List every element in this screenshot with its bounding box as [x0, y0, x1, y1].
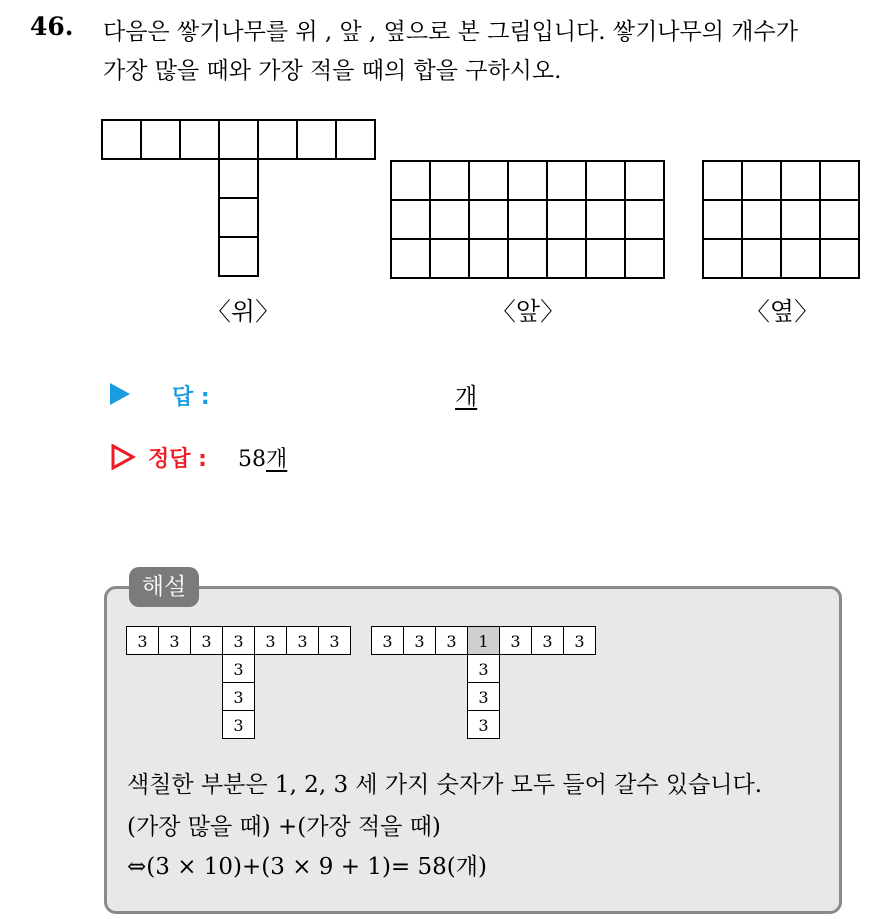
max-grid-empty: [190, 682, 223, 711]
side-view-cell: [704, 162, 743, 201]
min-grid-empty: [499, 682, 532, 711]
top-view-empty: [142, 160, 181, 199]
min-grid-empty: [435, 682, 468, 711]
question-text-line2: 가장 많을 때와 가장 적을 때의 합을 구하시오.: [103, 58, 562, 84]
solution-min-grid: [372, 627, 596, 739]
front-view-cell: [509, 240, 548, 279]
side-view-cell: [821, 201, 860, 240]
max-grid-empty: [158, 710, 191, 739]
top-view-cell: [218, 236, 259, 277]
max-grid-cell: 3: [190, 626, 223, 655]
max-grid-cell: 3: [222, 626, 255, 655]
side-view-caption: 〈옆〉: [744, 297, 820, 326]
min-grid-cell: 3: [403, 626, 436, 655]
max-grid-empty: [318, 710, 351, 739]
side-view-cell: [782, 240, 821, 279]
solution-text-line2: (가장 많을 때) +(가장 적을 때): [127, 814, 441, 840]
top-view-empty: [298, 199, 337, 238]
front-view-cell: [431, 201, 470, 240]
top-view-grid: [103, 121, 376, 277]
max-grid-cell: 3: [254, 626, 287, 655]
side-view-cell: [743, 201, 782, 240]
front-view-cell: [587, 240, 626, 279]
front-view-cell: [470, 162, 509, 201]
min-grid-cell: 3: [467, 710, 500, 739]
min-grid-cell: 3: [467, 682, 500, 711]
max-grid-empty: [254, 654, 287, 683]
min-grid-cell: 3: [563, 626, 596, 655]
top-view-cell: [101, 119, 142, 160]
max-grid-cell: 3: [126, 626, 159, 655]
max-grid-empty: [126, 682, 159, 711]
top-view-empty: [337, 160, 376, 199]
min-grid-empty: [403, 710, 436, 739]
top-view-cell: [257, 119, 298, 160]
min-grid-empty: [563, 682, 596, 711]
min-grid-cell: 3: [467, 654, 500, 683]
max-grid-cell: 3: [222, 710, 255, 739]
top-view-cell: [140, 119, 181, 160]
top-view-empty: [298, 238, 337, 277]
max-grid-empty: [126, 654, 159, 683]
max-grid-empty: [286, 682, 319, 711]
max-grid-empty: [286, 654, 319, 683]
question-number: 46.: [30, 12, 74, 41]
front-view-cell: [509, 162, 548, 201]
top-view-cell: [335, 119, 376, 160]
front-view-cell: [587, 201, 626, 240]
max-grid-empty: [190, 654, 223, 683]
min-grid-empty: [435, 654, 468, 683]
top-view-empty: [337, 238, 376, 277]
front-view-cell: [470, 240, 509, 279]
front-view-cell: [548, 240, 587, 279]
min-grid-cell: 3: [435, 626, 468, 655]
top-view-empty: [181, 238, 220, 277]
top-view-empty: [181, 199, 220, 238]
min-grid-cell: 1: [467, 626, 500, 655]
top-view-cell: [218, 158, 259, 199]
min-grid-cell: 3: [371, 626, 404, 655]
min-grid-empty: [371, 710, 404, 739]
side-view-cell: [821, 240, 860, 279]
top-view-empty: [103, 199, 142, 238]
max-grid-empty: [254, 710, 287, 739]
front-view-cell: [509, 201, 548, 240]
min-grid-empty: [371, 682, 404, 711]
side-view-grid: [702, 160, 860, 279]
front-view-cell: [626, 240, 665, 279]
min-grid-empty: [435, 710, 468, 739]
front-view-cell: [626, 201, 665, 240]
top-view-empty: [103, 160, 142, 199]
front-view-cell: [548, 162, 587, 201]
top-view-cell: [218, 119, 259, 160]
max-grid-empty: [286, 710, 319, 739]
top-view-empty: [142, 199, 181, 238]
question-text-line1: 다음은 쌓기나무를 위 , 앞 , 옆으로 본 그림입니다. 쌓기나무의 개수가: [103, 19, 798, 45]
min-grid-empty: [531, 654, 564, 683]
min-grid-empty: [403, 654, 436, 683]
max-grid-empty: [158, 654, 191, 683]
front-view-cell: [392, 162, 431, 201]
max-grid-empty: [318, 654, 351, 683]
max-grid-empty: [126, 710, 159, 739]
side-view-cell: [743, 162, 782, 201]
correct-value-row: [238, 442, 287, 473]
min-grid-empty: [563, 654, 596, 683]
top-view-empty: [259, 199, 298, 238]
top-view-empty: [103, 238, 142, 277]
top-view-cell: [179, 119, 220, 160]
max-grid-empty: [254, 682, 287, 711]
max-grid-cell: 3: [222, 654, 255, 683]
correct-label: 정답 :: [148, 447, 207, 472]
max-grid-empty: [158, 682, 191, 711]
solution-text-line1: 색칠한 부분은 1, 2, 3 세 가지 숫자가 모두 들어 갈수 있습니다.: [127, 772, 763, 798]
min-grid-empty: [403, 682, 436, 711]
solution-tag: 해설: [129, 567, 199, 607]
max-grid-cell: 3: [286, 626, 319, 655]
max-grid-cell: 3: [158, 626, 191, 655]
min-grid-empty: [499, 710, 532, 739]
front-view-cell: [431, 240, 470, 279]
top-view-empty: [298, 160, 337, 199]
front-view-cell: [587, 162, 626, 201]
max-grid-cell: 3: [318, 626, 351, 655]
solution-max-grid: [127, 627, 351, 739]
min-grid-cell: 3: [531, 626, 564, 655]
front-view-caption: 〈앞〉: [490, 297, 566, 326]
outline-arrow-icon: [110, 444, 136, 474]
max-grid-empty: [190, 710, 223, 739]
side-view-cell: [782, 201, 821, 240]
top-view-empty: [259, 238, 298, 277]
top-view-cell: [296, 119, 337, 160]
min-grid-empty: [531, 682, 564, 711]
front-view-grid: [390, 160, 665, 279]
top-view-empty: [142, 238, 181, 277]
front-view-cell: [626, 162, 665, 201]
side-view-cell: [782, 162, 821, 201]
side-view-cell: [704, 240, 743, 279]
max-grid-empty: [318, 682, 351, 711]
front-view-cell: [392, 201, 431, 240]
min-grid-empty: [371, 654, 404, 683]
min-grid-cell: 3: [499, 626, 532, 655]
correct-value: 58: [238, 447, 266, 472]
front-view-cell: [392, 240, 431, 279]
top-view-empty: [181, 160, 220, 199]
side-view-cell: [821, 162, 860, 201]
answer-blank-unit[interactable]: 개: [455, 384, 478, 410]
max-grid-cell: 3: [222, 682, 255, 711]
min-grid-empty: [531, 710, 564, 739]
front-view-cell: [548, 201, 587, 240]
play-arrow-icon: [110, 383, 130, 405]
front-view-cell: [431, 162, 470, 201]
solution-text-line3: ⇔(3 × 10)+(3 × 9 + 1)= 58(개): [127, 854, 487, 880]
top-view-cell: [218, 197, 259, 238]
side-view-cell: [743, 240, 782, 279]
answer-label: 답 :: [172, 385, 210, 410]
correct-unit: 개: [266, 447, 288, 472]
min-grid-empty: [563, 710, 596, 739]
top-view-empty: [337, 199, 376, 238]
top-view-empty: [259, 160, 298, 199]
side-view-cell: [704, 201, 743, 240]
min-grid-empty: [499, 654, 532, 683]
top-view-caption: 〈위〉: [205, 297, 281, 326]
front-view-cell: [470, 201, 509, 240]
